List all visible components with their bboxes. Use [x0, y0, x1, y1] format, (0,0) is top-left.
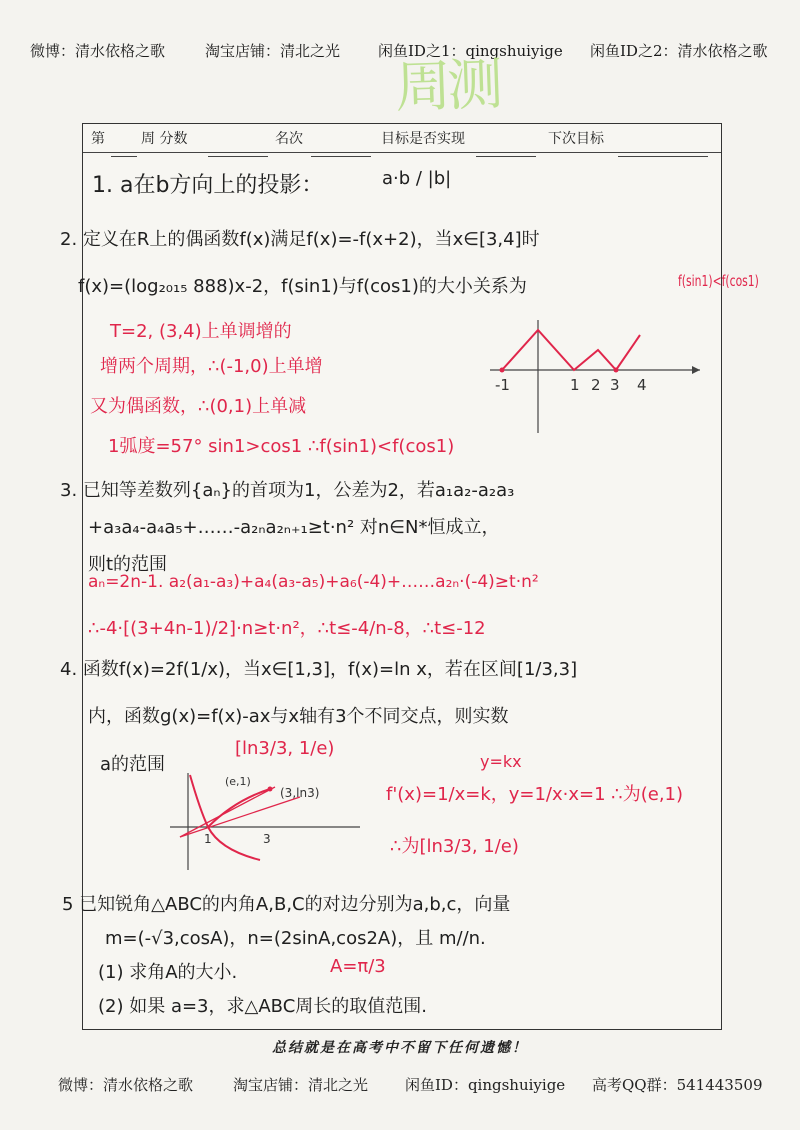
graph-tick-4: 4 [637, 376, 647, 394]
graph-tick-3: 3 [610, 376, 620, 394]
week-test-stamp: 周测 [394, 52, 501, 121]
graph-tick-1: 1 [570, 376, 580, 394]
footer-taobao: 淘宝店铺：清北之光 [233, 1076, 369, 1094]
q4-point-e1: (e,1) [225, 775, 251, 788]
q5-part-1: (1) 求角A的大小. [98, 962, 238, 983]
q2-answer: f(sin1)<f(cos1) [678, 272, 759, 290]
meta-goal-achieved: 目标是否实现 [381, 131, 465, 147]
q1-text: 1. a在b方向上的投影： [92, 173, 324, 198]
q4-tick-3: 3 [263, 832, 271, 846]
q2-reason-3: 又为偶函数，∴(0,1)上单减 [90, 396, 307, 417]
meta-row [83, 124, 721, 153]
meta-week-score: 周 分数 [141, 131, 188, 147]
footer-weibo: 微博：清水依格之歌 [58, 1076, 194, 1094]
footer-qq: 高考QQ群：541443509 [592, 1076, 763, 1094]
graph-tick-neg1: -1 [495, 376, 510, 394]
q2-reason-2: 增两个周期，∴(-1,0)上单增 [100, 356, 323, 377]
q2-period-graph [490, 315, 710, 435]
q4-reason-2: ∴为[ln3/3, 1/e) [390, 836, 519, 857]
q5-part-2: (2) 如果 a=3，求△ABC周长的取值范围. [98, 996, 427, 1017]
graph-tick-2: 2 [591, 376, 601, 394]
q4-tangent-line: y=kx [480, 752, 522, 771]
q3-line-3: 则t的范围 [88, 554, 168, 575]
q3-reason-1: aₙ=2n-1. a₂(a₁-a₃)+a₄(a₃-a₅)+a₆(-4)+……a₂ₙ·(-4)≥t·n² [88, 572, 539, 592]
q4-ln-graph [150, 765, 370, 875]
meta-rank: 名次 [275, 131, 303, 147]
footer-xianyu: 闲鱼ID：qingshuiyige [405, 1076, 566, 1094]
q4-line-1: 4. 函数f(x)=2f(1/x)，当x∈[1,3]，f(x)=ln x，若在区间[1/3,3] [60, 659, 578, 680]
q4-answer: [ln3/3, 1/e) [235, 738, 335, 759]
q4-tick-1: 1 [204, 832, 212, 846]
q5-answer-1: A=π/3 [330, 956, 386, 977]
q4-line-2: 内，函数g(x)=f(x)-ax与x轴有3个不同交点，则实数 [88, 706, 509, 727]
meta-next-goal: 下次目标 [548, 131, 604, 147]
q5-line-2: m=(-√3,cosA)，n=(2sinA,cos2A)，且 m//n. [105, 928, 486, 949]
header-weibo: 微博：清水依格之歌 [30, 42, 166, 60]
header-taobao: 淘宝店铺：清北之光 [205, 42, 341, 60]
q5-line-1: 5 已知锐角△ABC的内角A,B,C的对边分别为a,b,c，向量 [62, 894, 511, 915]
q3-reason-2: ∴-4·[(3+4n-1)/2]·n≥t·n²，∴t≤-4/n-8，∴t≤-12 [88, 618, 486, 639]
summary-note: 总结就是在高考中不留下任何遗憾！ [272, 1040, 528, 1056]
q3-line-1: 3. 已知等差数列{aₙ}的首项为1，公差为2，若a₁a₂-a₂a₃ [60, 480, 515, 501]
q2-reason-1: T=2, (3,4)上单调增的 [110, 321, 292, 342]
q4-line-3: a的范围 [100, 754, 166, 775]
q4-point-3ln3: (3,ln3) [280, 786, 320, 800]
q3-line-2: +a₃a₄-a₄a₅+……-a₂ₙa₂ₙ₊₁≥t·n² 对n∈N*恒成立， [88, 517, 500, 538]
q2-line-1: 2. 定义在R上的偶函数f(x)满足f(x)=-f(x+2)，当x∈[3,4]时 [60, 229, 540, 250]
meta-di: 第 [91, 131, 105, 147]
q2-line-2: f(x)=(log₂₀₁₅ 888)x-2，f(sin1)与f(cos1)的大小关系为 [78, 276, 527, 297]
header-xianyu-2: 闲鱼ID之2：清水依格之歌 [590, 42, 768, 60]
q2-reason-4: 1弧度=57° sin1>cos1 ∴f(sin1)<f(cos1) [108, 436, 455, 457]
header-xianyu-1: 闲鱼ID之1：qingshuiyige [378, 42, 563, 60]
q4-reason-1: f'(x)=1/x=k，y=1/x·x=1 ∴为(e,1) [386, 784, 684, 805]
q1-answer: a·b / |b| [382, 168, 452, 189]
